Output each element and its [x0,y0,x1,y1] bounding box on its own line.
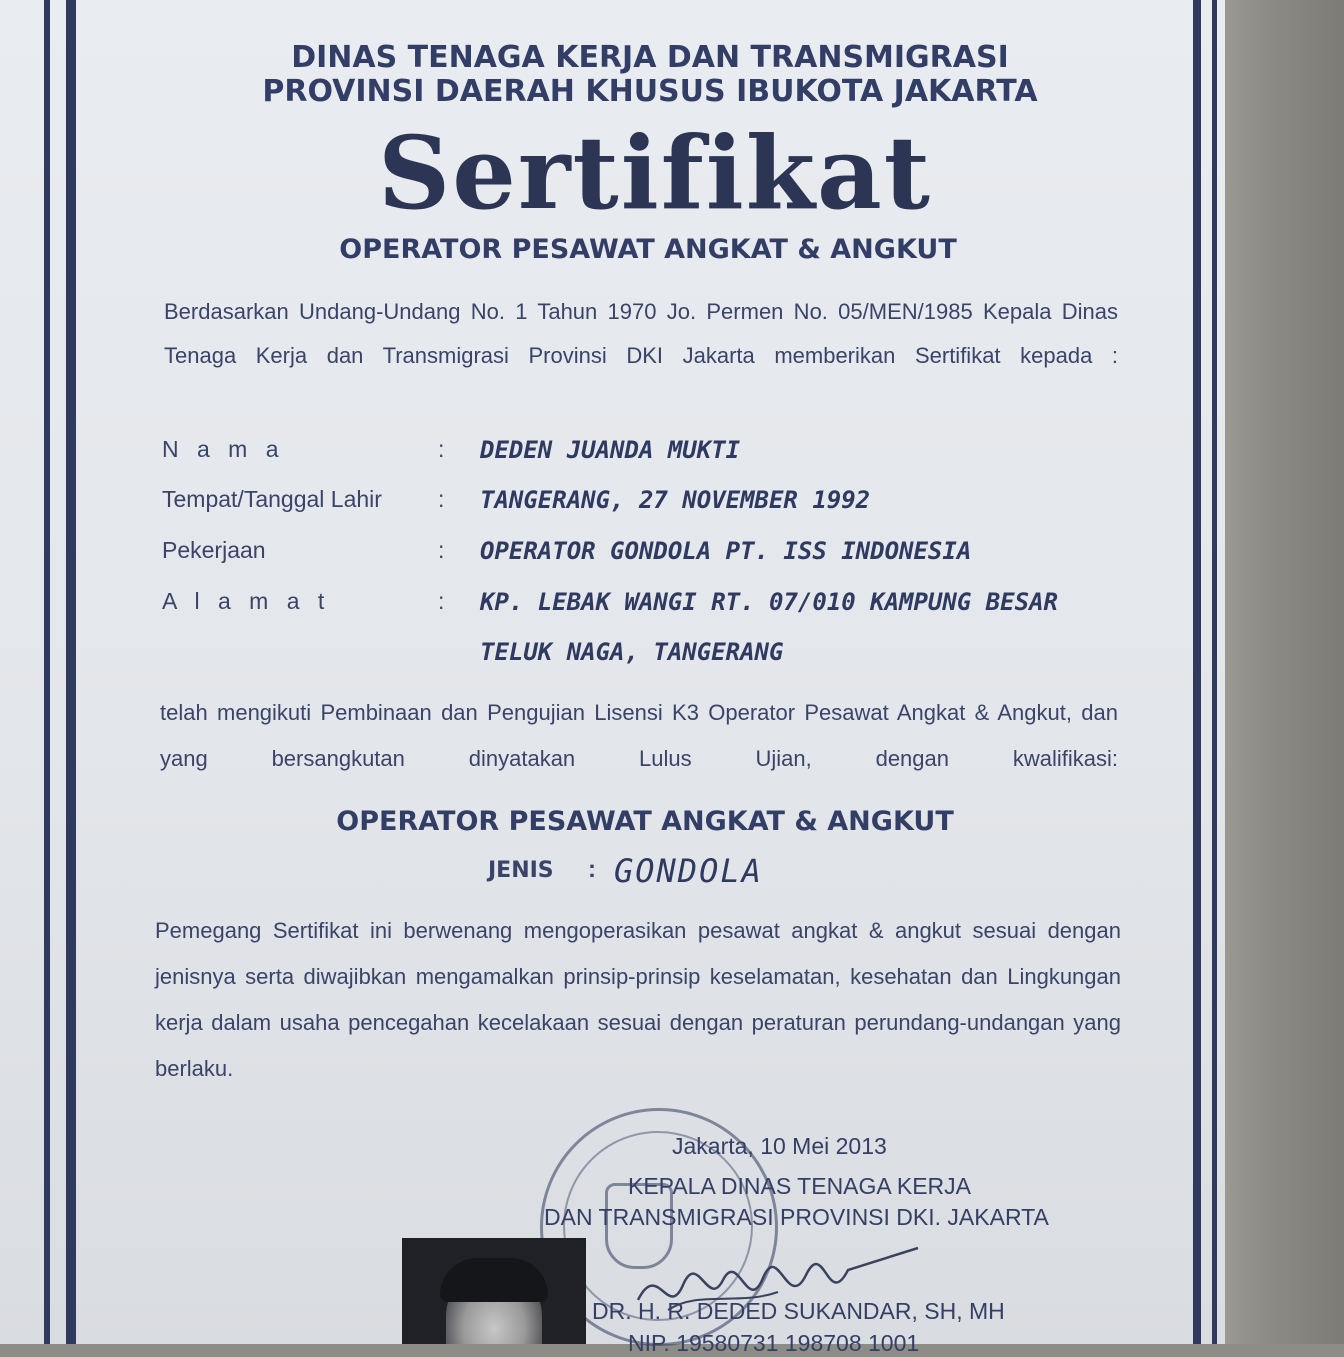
field-colon: : [438,588,445,614]
field-value-address-line2: TELUK NAGA, TANGERANG [480,638,784,666]
field-value-birth: TANGERANG, 27 NOVEMBER 1992 [480,486,871,514]
field-colon: : [438,486,445,512]
qualification-title: OPERATOR PESAWAT ANGKAT & ANGKUT [336,806,954,837]
office-line-1: KEPALA DINAS TENAGA KERJA [628,1173,972,1199]
jenis-value: GONDOLA [614,852,763,890]
holder-photo [402,1238,586,1344]
header-line-1: DINAS TENAGA KERJA DAN TRANSMIGRASI [291,40,1009,75]
office-line-2: DAN TRANSMIGRASI PROVINSI DKI. JAKARTA [544,1204,1049,1230]
field-label-birth: Tempat/Tanggal Lahir [162,486,382,512]
field-value-occupation: OPERATOR GONDOLA PT. ISS INDONESIA [480,537,972,565]
authority-paragraph: Pemegang Sertifikat ini berwenang mengoperasikan pesawat angkat & angkut sesuai dengan jenisnya serta diwajibkan mengamalkan prinsip-prinsip keselamatan, kesehatan dan Lingkungan kerja dalam usaha pencegahan kecelakaan sesuai dengan peraturan perundang-undangan yang berlaku. [155,918,1121,1081]
field-label-name: N a m a [162,436,285,462]
field-value-address: KP. LEBAK WANGI RT. 07/010 KAMPUNG BESAR [480,588,1058,616]
place-date: Jakarta, 10 Mei 2013 [672,1133,887,1159]
field-label-occupation: Pekerjaan [162,537,266,563]
field-value-name: DEDEN JUANDA MUKTI [480,436,741,464]
header-line-2: PROVINSI DAERAH KHUSUS IBUKOTA JAKARTA [262,74,1038,109]
jenis-label: JENIS [488,858,554,883]
jenis-colon: : [588,856,596,883]
certificate-title: Sertifikat [378,114,932,232]
signatory-nip: NIP. 19580731 198708 1001 [628,1330,920,1356]
photo-hair [440,1258,548,1302]
certificate-subtitle: OPERATOR PESAWAT ANGKAT & ANGKUT [339,234,957,265]
statement-paragraph: telah mengikuti Pembinaan dan Pengujian Lisensi K3 Operator Pesawat Angkat & Angkut, dan yang bersangkutan dinyatakan Lulus Ujian, dengan kwalifikasi: [160,700,1118,771]
signatory-name: DR. H. R. DEDED SUKANDAR, SH, MH [592,1298,1005,1324]
field-label-address: A l a m a t [162,588,331,614]
field-colon: : [438,436,445,462]
intro-paragraph: Berdasarkan Undang-Undang No. 1 Tahun 1970 Jo. Permen No. 05/MEN/1985 Kepala Dinas Tenaga Kerja dan Transmigrasi Provinsi DKI Jakarta memberikan Sertifikat kepada : [164,299,1118,368]
field-colon: : [438,537,445,563]
